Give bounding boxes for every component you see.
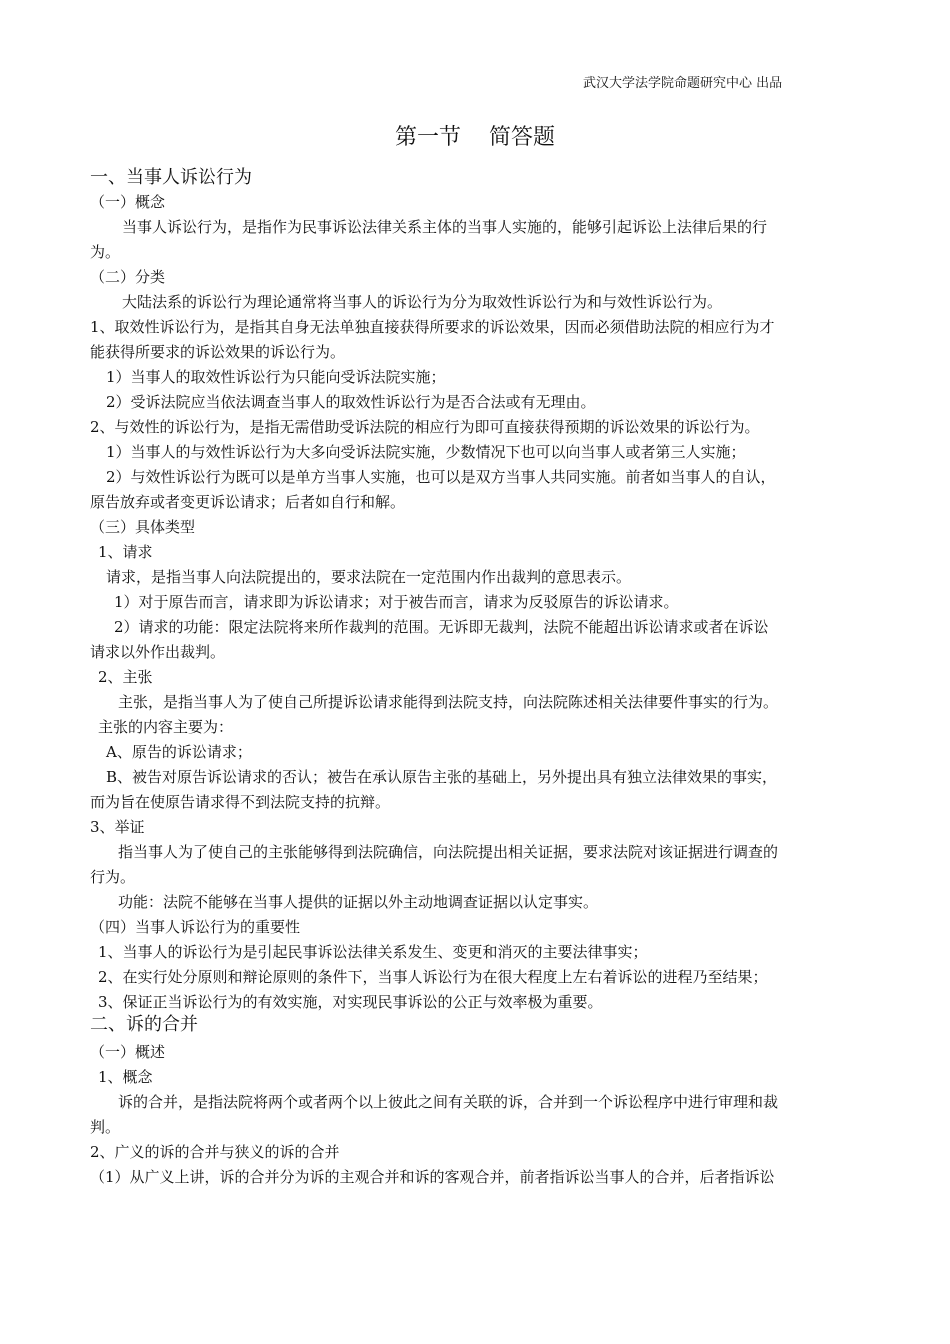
text-line: 1）当事人的与效性诉讼行为大多向受诉法院实施，少数情况下也可以向当事人或者第三人实施； (106, 443, 746, 461)
text-line: （二）分类 (90, 268, 166, 286)
text-line: B、被告对原告诉讼请求的否认；被告在承认原告主张的基础上，另外提出具有独立法律效果的事实， (106, 768, 778, 786)
text-line: 主张，是指当事人为了使自己所提诉讼请求能得到法院支持，向法院陈述相关法律要件事实的行为。 (118, 693, 779, 711)
text-line: 2、主张 (98, 668, 153, 686)
text-line: 3、举证 (90, 818, 145, 836)
text-line: A、原告的诉讼请求； (106, 743, 252, 761)
section-title: 第一节 简答题 (395, 125, 555, 150)
text-line: （1）从广义上讲，诉的合并分为诉的主观合并和诉的客观合并，前者指诉讼当事人的合并，后者指诉讼 (90, 1168, 775, 1186)
text-line: 1）当事人的取效性诉讼行为只能向受诉法院实施； (106, 368, 446, 386)
text-line: （四）当事人诉讼行为的重要性 (90, 918, 301, 936)
text-line: 为。 (90, 243, 121, 261)
text-line: 当事人诉讼行为，是指作为民事诉讼法律关系主体的当事人实施的，能够引起诉讼上法律后果的行 (122, 218, 768, 236)
text-line: （一）概述 (90, 1043, 166, 1061)
text-line: 2、与效性的诉讼行为，是指无需借助受诉法院的相应行为即可直接获得预期的诉讼效果的诉讼行为。 (90, 418, 760, 436)
section-heading: 一、当事人诉讼行为 (90, 167, 252, 188)
text-line: （一）概念 (90, 193, 166, 211)
text-line: 请求以外作出裁判。 (90, 643, 226, 661)
page-header: 武汉大学法学院命题研究中心 出品 (583, 76, 783, 91)
text-line: 请求，是指当事人向法院提出的，要求法院在一定范围内作出裁判的意思表示。 (106, 568, 632, 586)
text-line: 1、概念 (98, 1068, 153, 1086)
section-heading: 二、诉的合并 (90, 1014, 198, 1035)
text-line: 2、广义的诉的合并与狭义的诉的合并 (90, 1143, 340, 1161)
text-line: 行为。 (90, 868, 136, 886)
text-line: 2）受诉法院应当依法调查当事人的取效性诉讼行为是否合法或有无理由。 (106, 393, 596, 411)
text-line: 2）请求的功能：限定法院将来所作裁判的范围。无诉即无裁判，法院不能超出诉讼请求或者在诉讼 (114, 618, 769, 636)
text-line: （三）具体类型 (90, 518, 196, 536)
text-line: 1）对于原告而言，请求即为诉讼请求；对于被告而言，请求为反驳原告的诉讼请求。 (114, 593, 679, 611)
text-line: 而为旨在使原告请求得不到法院支持的抗辩。 (90, 793, 391, 811)
text-line: 1、请求 (98, 543, 153, 561)
text-line: 2、在实行处分原则和辩论原则的条件下，当事人诉讼行为在很大程度上左右着诉讼的进程乃至结果； (98, 968, 768, 986)
text-line: 能获得所要求的诉讼效果的诉讼行为。 (90, 343, 346, 361)
text-line: 1、当事人的诉讼行为是引起民事诉讼法律关系发生、变更和消灭的主要法律事实； (98, 943, 648, 961)
text-line: 1、取效性诉讼行为，是指其自身无法单独直接获得所要求的诉讼效果，因而必须借助法院的相应行为才 (90, 318, 775, 336)
text-line: 主张的内容主要为： (98, 718, 234, 736)
text-line: 2）与效性诉讼行为既可以是单方当事人实施，也可以是双方当事人共同实施。前者如当事人的自认， (106, 468, 776, 486)
text-line: 大陆法系的诉讼行为理论通常将当事人的诉讼行为分为取效性诉讼行为和与效性诉讼行为。 (122, 293, 723, 311)
text-line: 指当事人为了使自己的主张能够得到法院确信，向法院提出相关证据，要求法院对该证据进行调查的 (118, 843, 779, 861)
text-line: 判。 (90, 1118, 121, 1136)
text-line: 功能：法院不能够在当事人提供的证据以外主动地调查证据以认定事实。 (118, 893, 599, 911)
text-line: 诉的合并，是指法院将两个或者两个以上彼此之间有关联的诉，合并到一个诉讼程序中进行审理和裁 (118, 1093, 779, 1111)
text-line: 原告放弃或者变更诉讼请求；后者如自行和解。 (90, 493, 406, 511)
text-line: 3、保证正当诉讼行为的有效实施，对实现民事诉讼的公正与效率极为重要。 (98, 993, 603, 1011)
